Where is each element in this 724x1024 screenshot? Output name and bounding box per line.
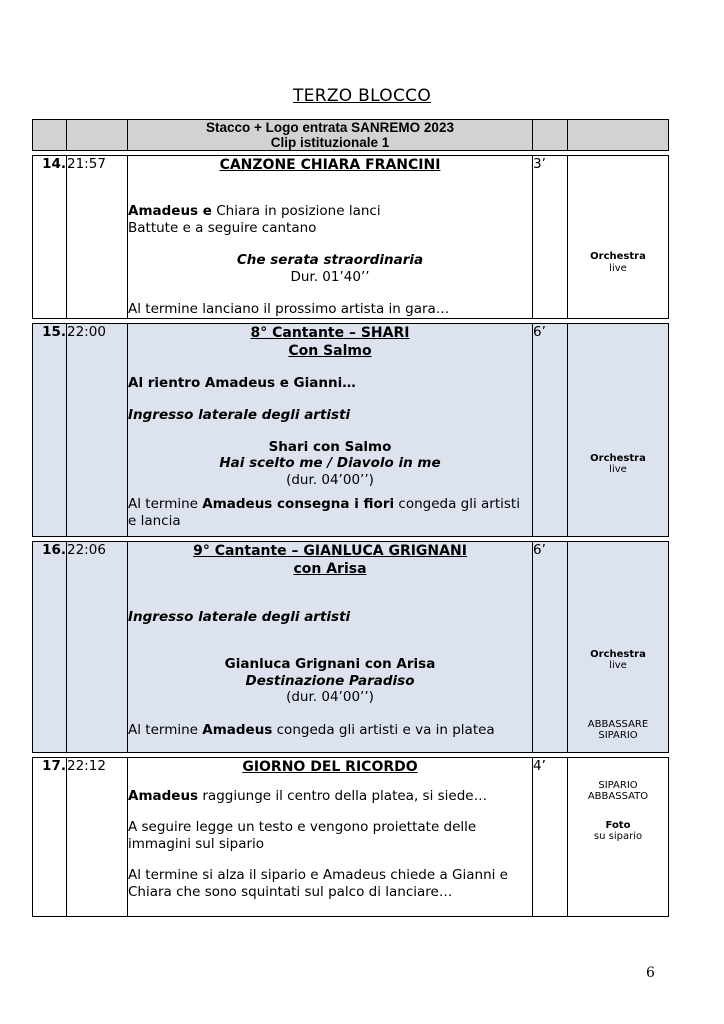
content-text: congeda gli artisti — [394, 496, 520, 512]
note-text — [568, 251, 668, 274]
note-live: live — [609, 464, 627, 475]
segment-title: GIORNO DEL RICORDO — [242, 758, 418, 775]
row-notes — [568, 323, 669, 537]
table-row — [32, 541, 669, 753]
song-title: Hai scelto me / Diavolo in me — [219, 455, 441, 471]
presenter-name: Amadeus e — [128, 203, 212, 219]
song-duration: (dur. 04’00’’) — [286, 689, 374, 705]
song-duration: Dur. 01’40’’ — [290, 268, 370, 285]
row-time: 21:57 — [67, 155, 128, 319]
song-title: Destinazione Paradiso — [245, 672, 415, 689]
intro-line: Al rientro Amadeus e Gianni… — [128, 374, 356, 391]
content-text: Al termine — [128, 721, 203, 738]
header-cell-time — [67, 119, 128, 151]
segment-subtitle: con Arisa — [293, 560, 367, 577]
note-text — [568, 820, 668, 843]
row-number: 14. — [32, 155, 67, 319]
note-sipario — [568, 780, 668, 803]
row-number: 16. — [32, 541, 67, 753]
header-cell-dur — [533, 119, 568, 151]
song-title: Che serata straordinaria — [236, 252, 424, 268]
segment-title: CANZONE CHIARA FRANCINI — [219, 157, 441, 173]
header-cell-num — [32, 119, 67, 151]
row-content — [128, 155, 533, 319]
header-row — [32, 119, 669, 151]
row-number: 15. — [32, 323, 67, 537]
row-duration: 3’ — [533, 155, 568, 319]
note-line: su sipario — [593, 831, 643, 842]
table-row — [32, 323, 669, 537]
entry-line: Ingresso laterale degli artisti — [128, 407, 351, 423]
row-time: 22:00 — [67, 323, 128, 537]
artists-line: Shari con Salmo — [268, 438, 392, 455]
note-line: ABBASSATO — [587, 791, 649, 802]
note-text — [568, 649, 668, 672]
segment-subtitle: Con Salmo — [288, 342, 372, 359]
content-text: Chiara in posizione lanci — [211, 203, 381, 219]
note-foto: Foto — [605, 819, 631, 831]
content-line: Al termine si alza il sipario e Amadeus chiede a Gianni e — [128, 867, 508, 883]
row-content — [128, 323, 533, 537]
note-orchestra: Orchestra — [590, 648, 646, 660]
closing-line: Al termine lanciano il prossimo artista in gara… — [128, 301, 450, 317]
content-line: immagini sul sipario — [128, 835, 265, 852]
entry-line: Ingresso laterale degli artisti — [128, 608, 351, 625]
row-content — [128, 541, 533, 753]
header-cell-notes — [568, 119, 669, 151]
row-number: 17. — [32, 757, 67, 917]
schedule-table — [32, 115, 669, 921]
note-text — [568, 453, 668, 476]
row-time: 22:12 — [67, 757, 128, 917]
presenter-name: Amadeus — [128, 787, 199, 804]
note-live: live — [609, 660, 627, 671]
content-text: raggiunge il centro della platea, si siede… — [198, 787, 488, 804]
header-line-1: Stacco + Logo entrata SANREMO 2023 — [206, 120, 454, 135]
closing-line — [128, 496, 532, 513]
content-line: A seguire legge un testo e vengono proiettate delle — [128, 819, 477, 835]
row-content — [128, 757, 533, 917]
table-row — [32, 757, 669, 917]
row-duration: 6’ — [533, 323, 568, 537]
header-line-2: Clip istituzionale 1 — [270, 135, 390, 150]
closing-line — [128, 722, 532, 739]
content-line: Chiara che sono squintati sul palco di lanciare… — [128, 883, 453, 900]
note-live: live — [609, 262, 627, 274]
artists-line: Gianluca Grignani con Arisa — [224, 656, 436, 672]
header-cell-main — [128, 119, 533, 151]
note-line: ABBASSARE — [587, 718, 649, 730]
note-orchestra: Orchestra — [590, 452, 646, 464]
content-text: Al termine — [128, 496, 203, 512]
row-notes — [568, 541, 669, 753]
row-duration: 4’ — [533, 757, 568, 917]
content-line — [128, 788, 532, 805]
row-duration: 6’ — [533, 541, 568, 753]
content-line — [128, 203, 532, 220]
note-line: SIPARIO — [598, 779, 638, 791]
content-text-bold: Amadeus consegna i fiori — [202, 496, 395, 512]
content-text: congeda gli artisti e va in platea — [272, 721, 495, 738]
note-orchestra: Orchestra — [590, 251, 646, 262]
segment-title: 8° Cantante – SHARI — [250, 324, 410, 341]
page-number: 6 — [646, 965, 655, 981]
row-notes — [568, 757, 669, 917]
content-line: Battute e a seguire cantano — [128, 219, 317, 236]
table-row — [32, 155, 669, 319]
row-notes — [568, 155, 669, 319]
row-time: 22:06 — [67, 541, 128, 753]
content-text-bold: Amadeus — [202, 721, 273, 738]
segment-title: 9° Cantante – GIANLUCA GRIGNANI — [193, 542, 467, 559]
note-line: SIPARIO — [598, 730, 638, 741]
song-duration: (dur. 04’00’’) — [286, 471, 374, 488]
page-title: TERZO BLOCCO — [293, 86, 431, 106]
closing-line-2: e lancia — [128, 512, 181, 529]
note-sipario — [568, 719, 668, 742]
